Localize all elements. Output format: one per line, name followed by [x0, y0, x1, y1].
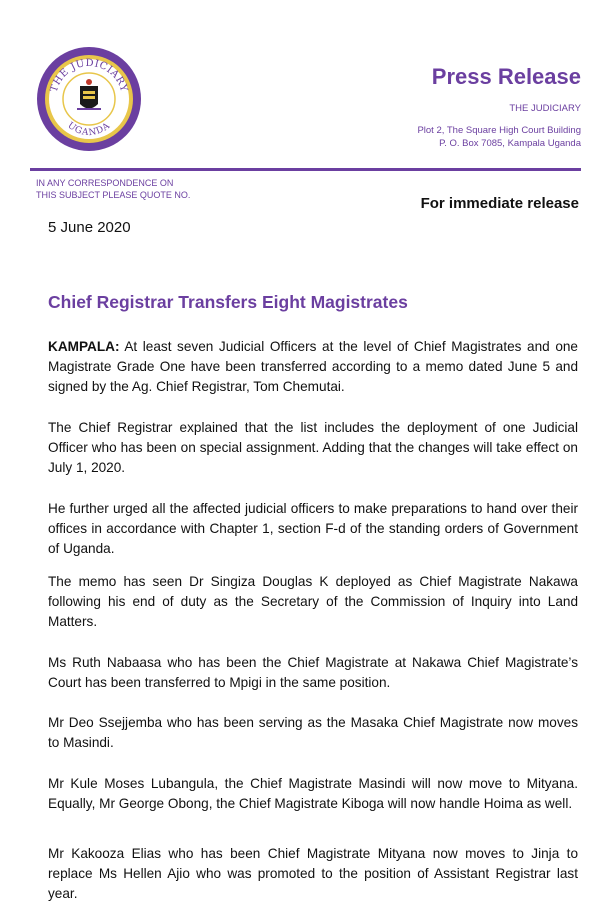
body-paragraph-5: Ms Ruth Nabaasa who has been the Chief Magistrate at Nakawa Chief Magistrate’s Court has been transferred to Mpigi in the same position.	[48, 655, 578, 690]
org-name: THE JUDICIARY	[509, 103, 581, 114]
header-divider	[30, 168, 581, 171]
headline: Chief Registrar Transfers Eight Magistrates	[48, 292, 408, 312]
seal-bottom-text: UGANDA	[65, 120, 113, 139]
body-paragraph-2: The Chief Registrar explained that the list includes the deployment of one Judicial Officer who has been on special assignment. Adding that the changes will take effect on July 1, 2020.	[48, 420, 578, 475]
body-paragraph-6: Mr Deo Ssejjemba who has been serving as the Masaka Chief Magistrate now moves to Masindi.	[48, 715, 578, 750]
address-line-2: P. O. Box 7085, Kampala Uganda	[439, 138, 581, 149]
release-status: For immediate release	[420, 195, 579, 212]
dateline: KAMPALA:	[48, 339, 120, 354]
body-paragraph-1-text: At least seven Judicial Officers at the level of Chief Magistrates and one Magistrate Grade One have been transferred according to a memo dated June 5 and signed by the Ag. Chief Registrar, Tom Chemutai.	[48, 339, 578, 394]
judiciary-seal-logo	[36, 46, 142, 152]
body-paragraph-1	[48, 337, 578, 397]
body-paragraph-4: The memo has seen Dr Singiza Douglas K deployed as Chief Magistrate Nakawa following his end of duty as the Secretary of the Commission of Inquiry into Land Matters.	[48, 574, 578, 629]
correspondence-line-1: IN ANY CORRESPONDENCE ON	[36, 178, 174, 188]
body-paragraph-8: Mr Kakooza Elias who has been Chief Magistrate Mityana now moves to Jinja to replace Ms Hellen Ajio who was promoted to the position of Assistant Registrar last year.	[48, 846, 578, 901]
address-line-1: Plot 2, The Square High Court Building	[417, 125, 581, 136]
body-paragraph-3: He further urged all the affected judicial officers to make preparations to hand over their offices in accordance with Chapter 1, section F-d of the standing orders of Government of Uganda.	[48, 501, 578, 556]
seal-top-text: THE JUDICIARY	[48, 57, 130, 94]
correspondence-line-2: THIS SUBJECT PLEASE QUOTE NO.	[36, 190, 191, 200]
release-date: 5 June 2020	[48, 219, 131, 236]
body-paragraph-7: Mr Kule Moses Lubangula, the Chief Magistrate Masindi will now move to Mityana. Equally, Mr George Obong, the Chief Magistrate Kiboga will now handle Hoima as well.	[48, 776, 578, 811]
press-release-title: Press Release	[431, 64, 581, 89]
